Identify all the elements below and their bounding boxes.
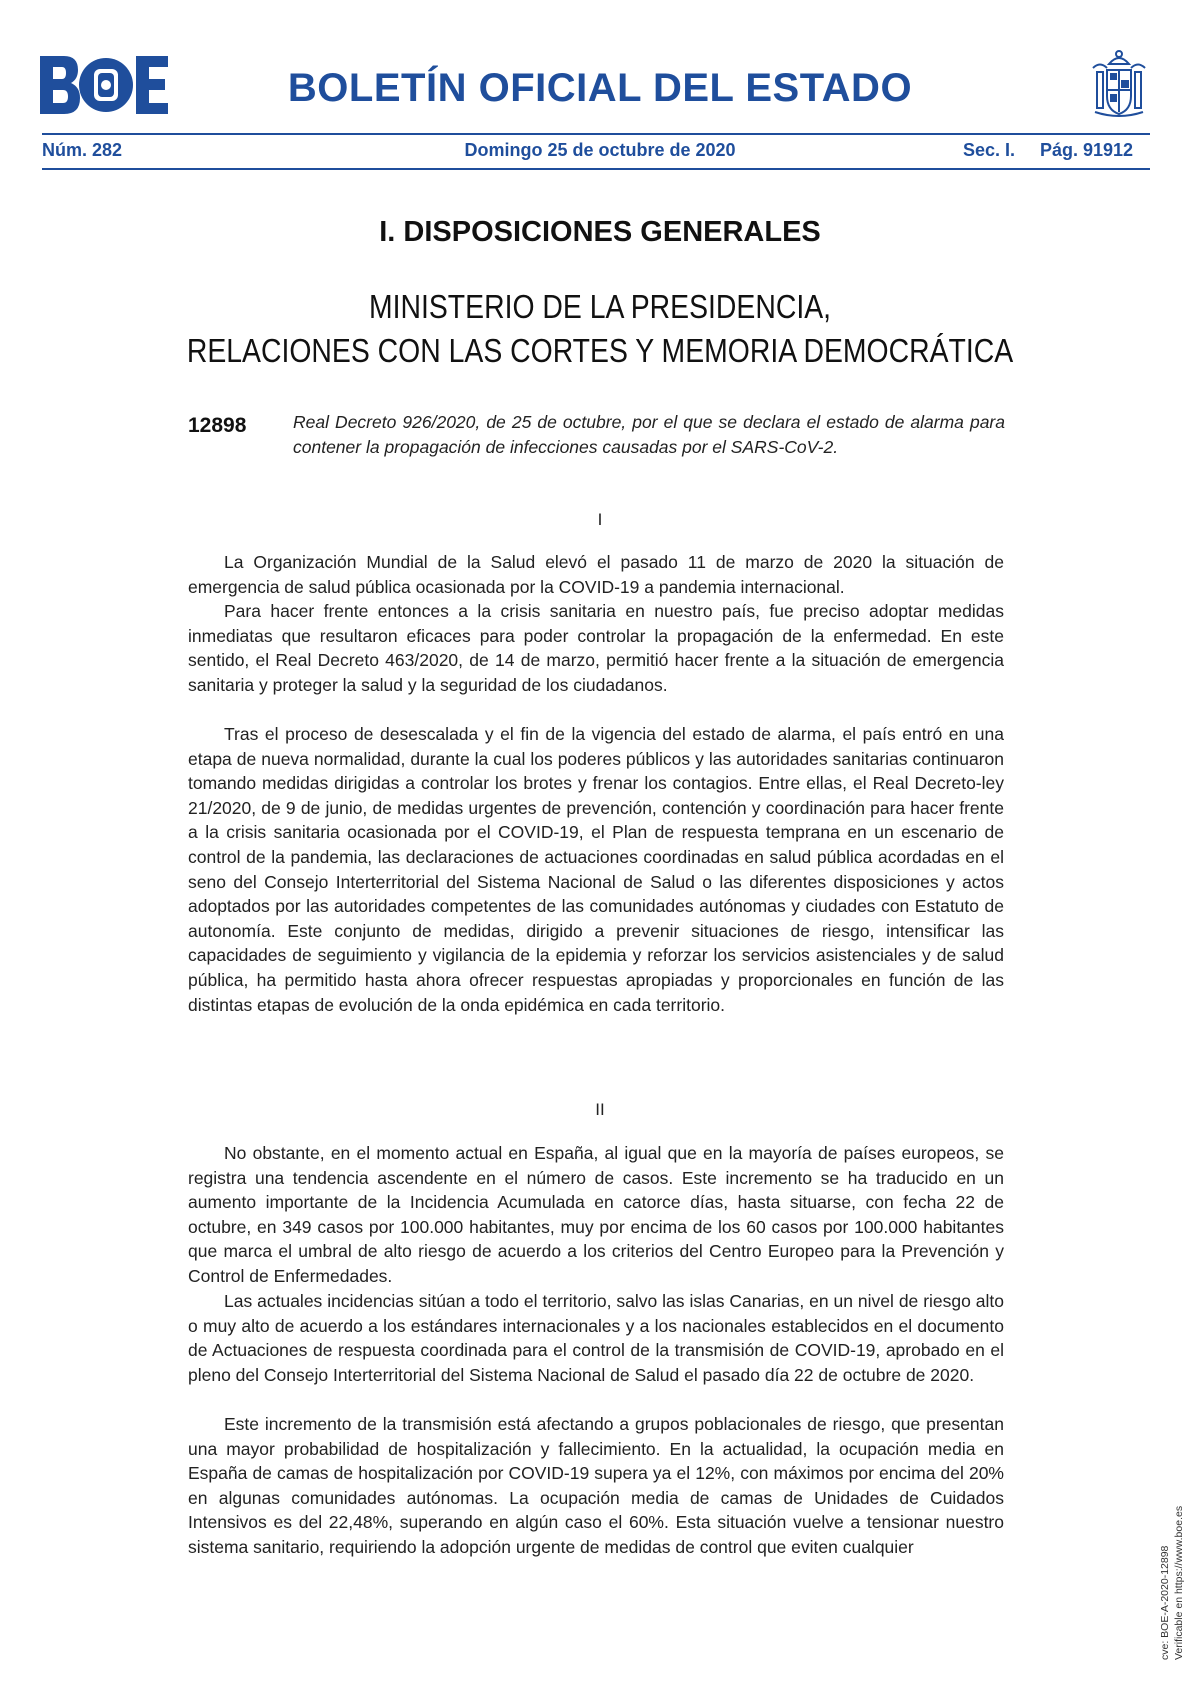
verification-link: Verificable en https://www.boe.es xyxy=(1173,1505,1185,1660)
issue-date: Domingo 25 de octubre de 2020 xyxy=(464,140,736,160)
paragraph: Este incremento de la transmisión está afectando a grupos poblacionales de riesgo, que presentan una mayor probabilidad de hospitalización y fallecimiento. En la actualidad, la ocupación media en España de camas de hospitalización por COVID-19 supera ya el 12%, con máximos por encima del 20% en algunas comunidades autónomas. La ocupación media de camas de Unidades de Cuidados Intensivos es del 22,48%, superando en algún caso el 60%. Esta situación vuelve a tensionar nuestro sistema sanitario, requiriendo la adopción urgente de medidas de control que eviten cualquier xyxy=(188,1414,1004,1557)
ministry-line-2: RELACIONES CON LAS CORTES Y MEMORIA DEMOCRÁTICA xyxy=(186,332,1014,369)
roman-heading-2: II xyxy=(595,1100,605,1119)
ministry-line-1: MINISTERIO DE LA PRESIDENCIA, xyxy=(368,288,832,325)
verification-note xyxy=(1158,1506,1186,1660)
cve-code: cve: BOE-A-2020-12898 xyxy=(1159,1545,1171,1660)
coat-of-arms-icon xyxy=(1085,48,1153,122)
section-label: Sec. I. xyxy=(963,140,1016,160)
paragraph: Para hacer frente entonces a la crisis sanitaria en nuestro país, fue preciso adoptar medidas inmediatas que resultaron eficaces para poder controlar la propagación de la enfermedad. En este sentido, el Real Decreto 463/2020, de 14 de marzo, permitió hacer frente a la situación de emergencia sanitaria y proteger la salud y la seguridad de los ciudadanos. xyxy=(188,601,1004,695)
paragraph: Tras el proceso de desescalada y el fin de la vigencia del estado de alarma, el país entró en una etapa de nueva normalidad, durante la cual los poderes públicos y las autoridades sanitarias continuaron tomando medidas dirigidas a controlar los brotes y frenar los contagios. Entre ellas, el Real Decreto-ley 21/2020, de 9 de junio, de medidas urgentes de prevención, contención y coordinación para hacer frente a la crisis sanitaria ocasionada por el COVID-19, el Plan de respuesta temprana en un escenario de control de la pandemia, las declaraciones de actuaciones coordinadas en salud pública acordadas en el seno del Consejo Interterritorial del Sistema Nacional de Salud o las diferentes disposiciones y actos adoptados por las autoridades competentes de las comunidades autónomas y ciudades con Estatuto de autonomía. Este conjunto de medidas, dirigido a prevenir situaciones de riesgo, intensificar las capacidades de seguimiento y vigilancia de la epidemia y reforzar los servicios asistenciales y de salud pública, ha permitido hasta ahora ofrecer respuestas apropiadas y proporcionales en función de las distintas etapas de evolución de la onda epidémica en cada territorio. xyxy=(188,724,1004,1015)
issue-number: Núm. 282 xyxy=(42,140,123,160)
page-number: Pág. 91912 xyxy=(1040,140,1134,160)
masthead-title: BOLETÍN OFICIAL DEL ESTADO xyxy=(287,66,913,110)
decree-title: Real Decreto 926/2020, de 25 de octubre, por el que se declara el estado de alarma para contener la propagación de infecciones causadas por el SARS-CoV-2. xyxy=(293,412,1005,457)
roman-heading-1: I xyxy=(597,510,603,529)
paragraph: No obstante, en el momento actual en España, al igual que en la mayoría de países europeos, se registra una tendencia ascendente en el número de casos. Este incremento se ha traducido en un aumento importante de la Incidencia Acumulada en catorce días, hasta situarse, con fecha 22 de octubre, en 349 casos por 100.000 habitantes, muy por encima de los 60 casos por 100.000 habitantes que marca el umbral de alto riesgo de acuerdo a los criterios del Centro Europeo para la Prevención y Control de Enfermedades. xyxy=(188,1143,1004,1286)
header-rule-bottom xyxy=(42,168,1150,170)
header-rule xyxy=(42,133,1150,135)
paragraph: La Organización Mundial de la Salud elevó el pasado 11 de marzo de 2020 la situación de emergencia de salud pública ocasionada por la COVID-19 a pandemia internacional. xyxy=(188,552,1004,597)
ministry-heading xyxy=(84,285,1116,373)
section-title: I. DISPOSICIONES GENERALES xyxy=(379,216,821,248)
paragraph: Las actuales incidencias sitúan a todo el territorio, salvo las islas Canarias, en un nivel de riesgo alto o muy alto de acuerdo a los estándares internacionales y a los nacionales establecidos en el documento de Actuaciones de respuesta coordinada para el control de la transmisión de COVID-19, aprobado en el pleno del Consejo Interterritorial del Sistema Nacional de Salud el pasado día 22 de octubre de 2020. xyxy=(188,1291,1004,1385)
decree-number: 12898 xyxy=(188,414,247,437)
